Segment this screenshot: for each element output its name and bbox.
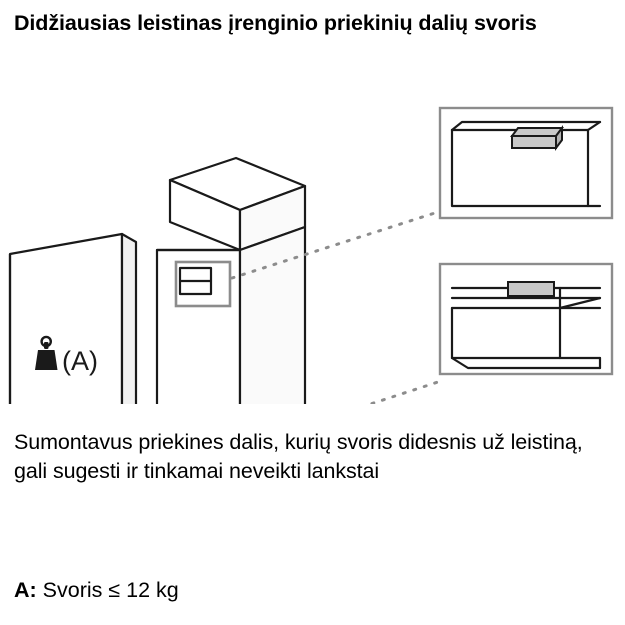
page-title: Didžiausias leistinas įrenginio priekinių dalių svoris bbox=[14, 11, 537, 35]
appliance-body bbox=[143, 158, 305, 404]
diagram-svg bbox=[0, 82, 625, 404]
appliance-diagram bbox=[0, 82, 625, 404]
body-text: Sumontavus priekines dalis, kurių svoris didesnis už leistiną, gali sugesti ir tinkamai neveikti lankstai bbox=[14, 430, 583, 483]
detail-top-hinge bbox=[440, 108, 612, 218]
legend bbox=[14, 578, 609, 604]
legend-value: Svoris ≤ 12 kg bbox=[42, 578, 179, 602]
bracket-block bbox=[508, 282, 554, 296]
panel-label: (A) bbox=[62, 346, 98, 376]
detail-bottom-bracket bbox=[440, 264, 612, 374]
legend-key: A: bbox=[14, 578, 37, 602]
hinge-block bbox=[512, 128, 562, 148]
front-door-panel bbox=[10, 234, 136, 404]
